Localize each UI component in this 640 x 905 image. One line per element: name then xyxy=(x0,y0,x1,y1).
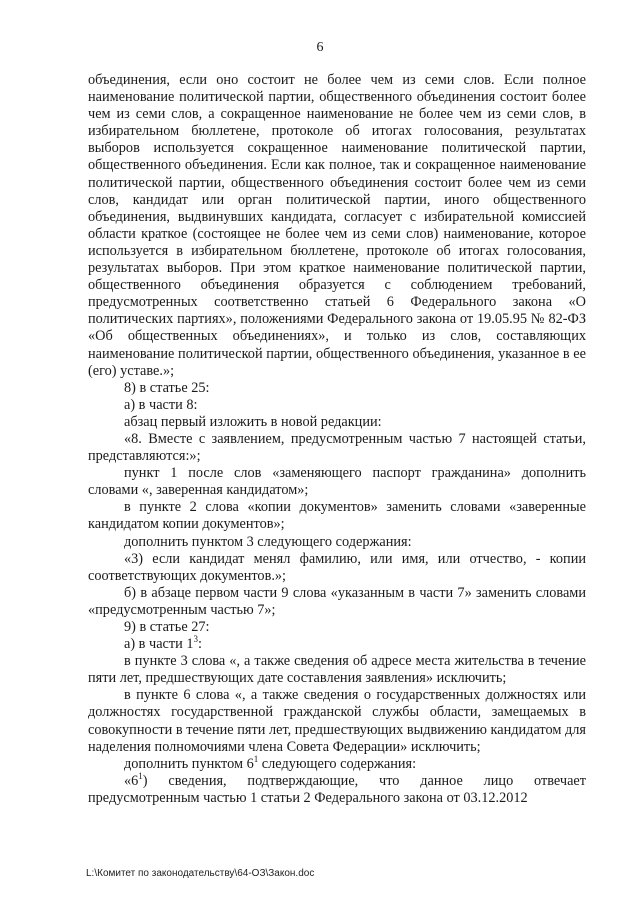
footer-file-path: L:\Комитет по законодательству\64-ОЗ\Закон.doc xyxy=(86,868,315,879)
part-sup: 3 xyxy=(193,634,199,645)
paragraph-article-27: 9) в статье 27: xyxy=(124,619,210,635)
paragraph-first-abzac: абзац первый изложить в новой редакции: xyxy=(124,413,382,430)
paragraph-part-9: б) в абзаце первом части 9 слова «указанным в части 7» заменить словами «предусмотренным частью 7»; xyxy=(88,584,586,618)
paragraph-point-1: пункт 1 после слов «заменяющего паспорт гражданина» дополнить словами «, заверенная кандидатом»; xyxy=(88,465,586,499)
paragraph-add-point-3: дополнить пунктом 3 следующего содержания: xyxy=(124,533,412,550)
quote-sup: 1 xyxy=(138,771,143,782)
paragraph-party-name: объединения, если оно состоит не более чем из семи слов. Если полное наименование политической партии, общественного объединения состоит более чем из семи слов, а сокращенное наименование не более чем из семи слов, в избирательном бюллетене, протоколе об итогах голосования, результатах выборов используется сокращенное наименование политической партии, общественного объединения. Если как полное, так и сокращенное наименование политической партии, общественного объединения состоит более чем из семи слов, кандидат или орган политической партии, иного общественного объединения, выдвинувших кандидата, согласует с избирательной комиссией области краткое (состоящее не более чем из семи слов) наименование, которое используется в избирательном бюллетене, протоколе об итогах голосования, результатах выборов. При этом краткое наименование политической партии, общественного объединения образуется с соблюдением требований, предусмотренных соответственно статьей 6 Федерального закона «О политических партиях», положениями Федерального закона от 19.05.95 № 82-ФЗ «Об общественных объединениях», и только из слов, составляющих наименование политической партии, общественного объединения, указанное в ее (его) уставе.»; xyxy=(88,72,586,379)
point-6-1-body: сведения, подтверждающие, что данное лицо отвечает предусмотренным частью 1 статьи 2 Федерального закона от 03.12.2012 xyxy=(88,772,587,806)
add-point-suffix: следующего содержания: xyxy=(258,755,417,772)
part-label: а) в части 1 xyxy=(124,636,194,653)
part-colon: : xyxy=(198,636,202,653)
document-body xyxy=(88,72,586,807)
quote-open: «6 xyxy=(124,772,139,789)
page-number: 6 xyxy=(316,40,324,55)
paragraph-new-part-8: «8. Вместе с заявлением, предусмотренным частью 7 настоящей статьи, представляются:»; xyxy=(88,430,586,465)
paragraph-point-2: в пункте 2 слова «копии документов» заменить словами «заверенные кандидатом копии документов»; xyxy=(88,499,586,533)
add-point-sup: 1 xyxy=(253,753,259,764)
paragraph-point-3-text: «3) если кандидат менял фамилию, или имя, или отчество, - копии соответствующих документов.»; xyxy=(88,550,586,584)
paragraph-add-point-6-1 xyxy=(88,753,586,773)
add-point-prefix: дополнить пунктом 6 xyxy=(124,755,254,772)
paragraph-point-6-exclude: в пункте 6 слова «, а также сведения о государственных должностях или должностях государственной гражданской службы области, замещаемых в совокупности в течение пяти лет, предшествующих выдвижению кандидатом для наделения полномочиями члена Совета Федерации» исключить; xyxy=(88,687,586,755)
paragraph-point-6-1-text xyxy=(88,773,586,807)
quote-close: ) xyxy=(142,772,148,789)
paragraph-point-3-exclude: в пункте 3 слова «, а также сведения об адресе места жительства в течение пяти лет, предшествующих дате составления заявления» исключить; xyxy=(88,653,586,687)
paragraph-part-1-3 xyxy=(88,636,586,653)
paragraph-article-25: 8) в статье 25: xyxy=(124,379,210,396)
paragraph-part-8: а) в части 8: xyxy=(124,396,198,413)
